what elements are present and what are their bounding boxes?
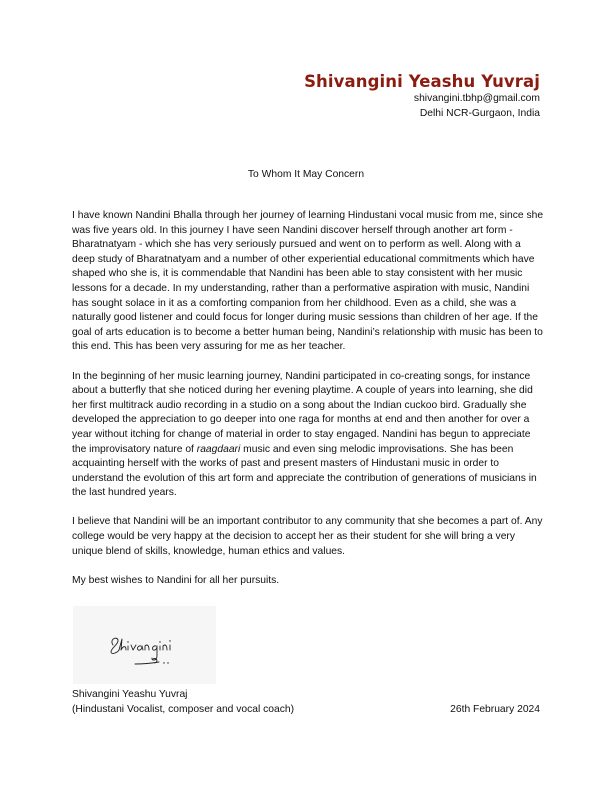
signatory-role: (Hindustani Vocalist, composer and vocal coach) [72,703,295,715]
paragraph-2-text-a: In the beginning of her music learning journey, Nandini participated in co-creating songs, for instance about a butterfly that she noticed during her evening playtime. A couple of years into learning, she did her first multitrack audio recording in a studio on a song about the Indian cuckoo bird. Gradually she developed the appreciation to go deeper into one raga for months at end and then another for over a year without itching for change of material in order to stay engaged. Nandini has begun to appreciate the improvisatory nature of [72,370,533,455]
letterhead [304,72,540,121]
signatory-name: Shivangini Yeashu Yuvraj [72,689,188,700]
paragraph-1: I have known Nandini Bhalla through her journey of learning Hindustani vocal music from me, since she was five years old. In this journey I have seen Nandini discover herself through another art form - Bharatnatyam - which she has very seriously pursued and went on to perform as well. Along with a deep study of Bharatnatyam and a number of other experiential educational commitments which have shaped who she is, it is commendable that Nandini has been able to stay consistent with her music lessons for a decade. In my understanding, rather than a performative aspiration with music, Nandini has sought solace in it as a comforting companion from her childhood. Even as a child, she was a naturally good listener and could focus for longer during music sessions than children of her age. If the goal of arts education is to become a better human being, Nandini’s relationship with music has been to this end. This has been very assuring for me as her teacher. [72,210,544,353]
closing-line: My best wishes to Nandini for all her pursuits. [72,574,280,586]
letter-body [72,209,544,603]
paragraph-3: I believe that Nandini will be an important contributor to any community that she becomes a part of. Any college would be very happy at the decision to accept her as their student for she will bring a very unique blend of skills, knowledge, human ethics and values. [72,516,543,557]
salutation: To Whom It May Concern [247,169,365,180]
paragraph-2-text-b: music and even sing melodic improvisations. She has been acquainting herself with the works of past and present masters of Hindustani music in order to understand the evolution of this art form and appreciate the contribution of generations of musicians in the last hundred years. [72,443,537,499]
author-location: Delhi NCR-Gurgaon, India [419,107,540,119]
handwritten-signature-icon [73,606,216,684]
letter-date: 26th February 2024 [450,703,540,715]
signature-image [73,606,216,684]
author-name: Shivangini Yeashu Yuvraj [304,72,540,91]
paragraph-2 [72,370,544,501]
italic-term: raagdaari [196,443,241,455]
author-email: shivangini.tbhp@gmail.com [413,93,540,104]
